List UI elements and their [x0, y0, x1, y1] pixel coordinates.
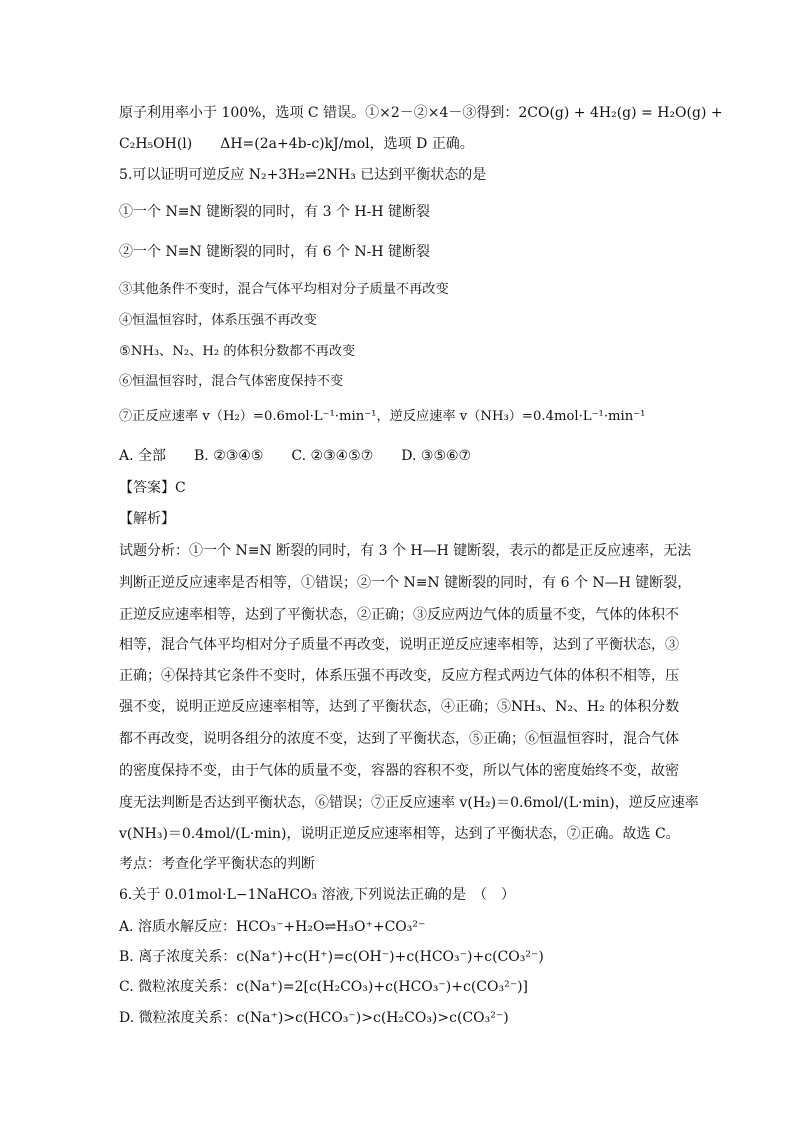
answer-label: 【答案】C [119, 480, 186, 496]
statement-2: ②一个 N≡N 键断裂的同时，有 6 个 N-H 键断裂 [119, 244, 431, 260]
statement-1: ①一个 N≡N 键断裂的同时，有 3 个 H-H 键断裂 [119, 204, 430, 220]
option-6d: D. 微粒浓度关系：c(Na⁺)>c(HCO₃⁻)>c(H₂CO₃)>c(CO₃²⁻) [119, 1010, 509, 1026]
analysis-line-10: v(NH₃)＝0.4mol/(L·min)，说明正逆反应速率相等，达到了平衡状态，⑦正确。故选 C。 [119, 826, 680, 842]
analysis-line-6: 强不变，说明正逆反应速率相等，达到了平衡状态，④正确；⑤NH₃、N₂、H₂ 的体积分数 [119, 699, 680, 715]
statement-3: ③其他条件不变时，混合气体平均相对分子质量不再改变 [119, 282, 449, 297]
analysis-label: 【解析】 [119, 511, 175, 527]
analysis-line-2: 判断正逆反应速率是否相等，①错误；②一个 N≡N 键断裂的同时，有 6 个 N—H 键断裂， [119, 575, 692, 591]
statement-6: ⑥恒温恒容时，混合气体密度保持不变 [119, 374, 344, 389]
analysis-line-4: 相等，混合气体平均相对分子质量不再改变，说明正逆反应速率相等，达到了平衡状态，③ [119, 637, 679, 653]
analysis-line-8: 的密度保持不变，由于气体的质量不变，容器的容积不变，所以气体的密度始终不变，故密 [119, 763, 679, 779]
analysis-line-5: 正确；④保持其它条件不变时，体系压强不再改变，反应方程式两边气体的体积不相等，压 [119, 668, 679, 684]
option-6c: C. 微粒浓度关系：c(Na⁺)=2[c(H₂CO₃)+c(HCO₃⁻)+c(CO₃²⁻)] [119, 979, 529, 995]
analysis-line-3: 正逆反应速率相等，达到了平衡状态，②正确；③反应两边气体的质量不变，气体的体积不 [119, 607, 679, 623]
question-5: 5.可以证明可逆反应 N₂+3H₂⇌2NH₃ 已达到平衡状态的是 [119, 167, 487, 183]
statement-4: ④恒温恒容时，体系压强不再改变 [119, 313, 317, 328]
question-6: 6.关于 0.01mol·L−1NaHCO₃ 溶液,下列说法正确的是 （ ） [119, 887, 516, 903]
analysis-line-9: 度无法判断是否达到平衡状态，⑥错误；⑦正反应速率 v(H₂)＝0.6mol/(L·min)，逆反应速率 [119, 795, 699, 811]
text-line-2: C₂H₅OH(l) ΔH=(2a+4b-c)kJ/mol，选项 D 正确。 [119, 136, 474, 152]
options-5: A. 全部 B. ②③④⑤ C. ②③④⑤⑦ D. ③⑤⑥⑦ [119, 448, 472, 464]
key-point: 考点：考查化学平衡状态的判断 [119, 856, 315, 872]
analysis-line-7: 都不再改变，说明各组分的浓度不变，达到了平衡状态，⑤正确；⑥恒温恒容时，混合气体 [119, 731, 679, 747]
option-6b: B. 离子浓度关系：c(Na⁺)+c(H⁺)=c(OH⁻)+c(HCO₃⁻)+c(CO₃²⁻) [119, 949, 544, 965]
option-6a: A. 溶质水解反应：HCO₃⁻+H₂O⇌H₃O⁺+CO₃²⁻ [119, 919, 426, 935]
statement-7: ⑦正反应速率 v（H₂）=0.6mol·L⁻¹·min⁻¹，逆反应速率 v（NH₃）=0.4mol·L⁻¹·min⁻¹ [119, 409, 646, 424]
analysis-line-1: 试题分析：①一个 N≡N 断裂的同时，有 3 个 H—H 键断裂，表示的都是正反应速率，无法 [119, 543, 692, 559]
text-line-1: 原子利用率小于 100%，选项 C 错误。①×2－②×4－③得到：2CO(g) + 4H₂(g) = H₂O(g) + [119, 105, 723, 121]
statement-5: ⑤NH₃、N₂、H₂ 的体积分数都不再改变 [119, 344, 356, 359]
